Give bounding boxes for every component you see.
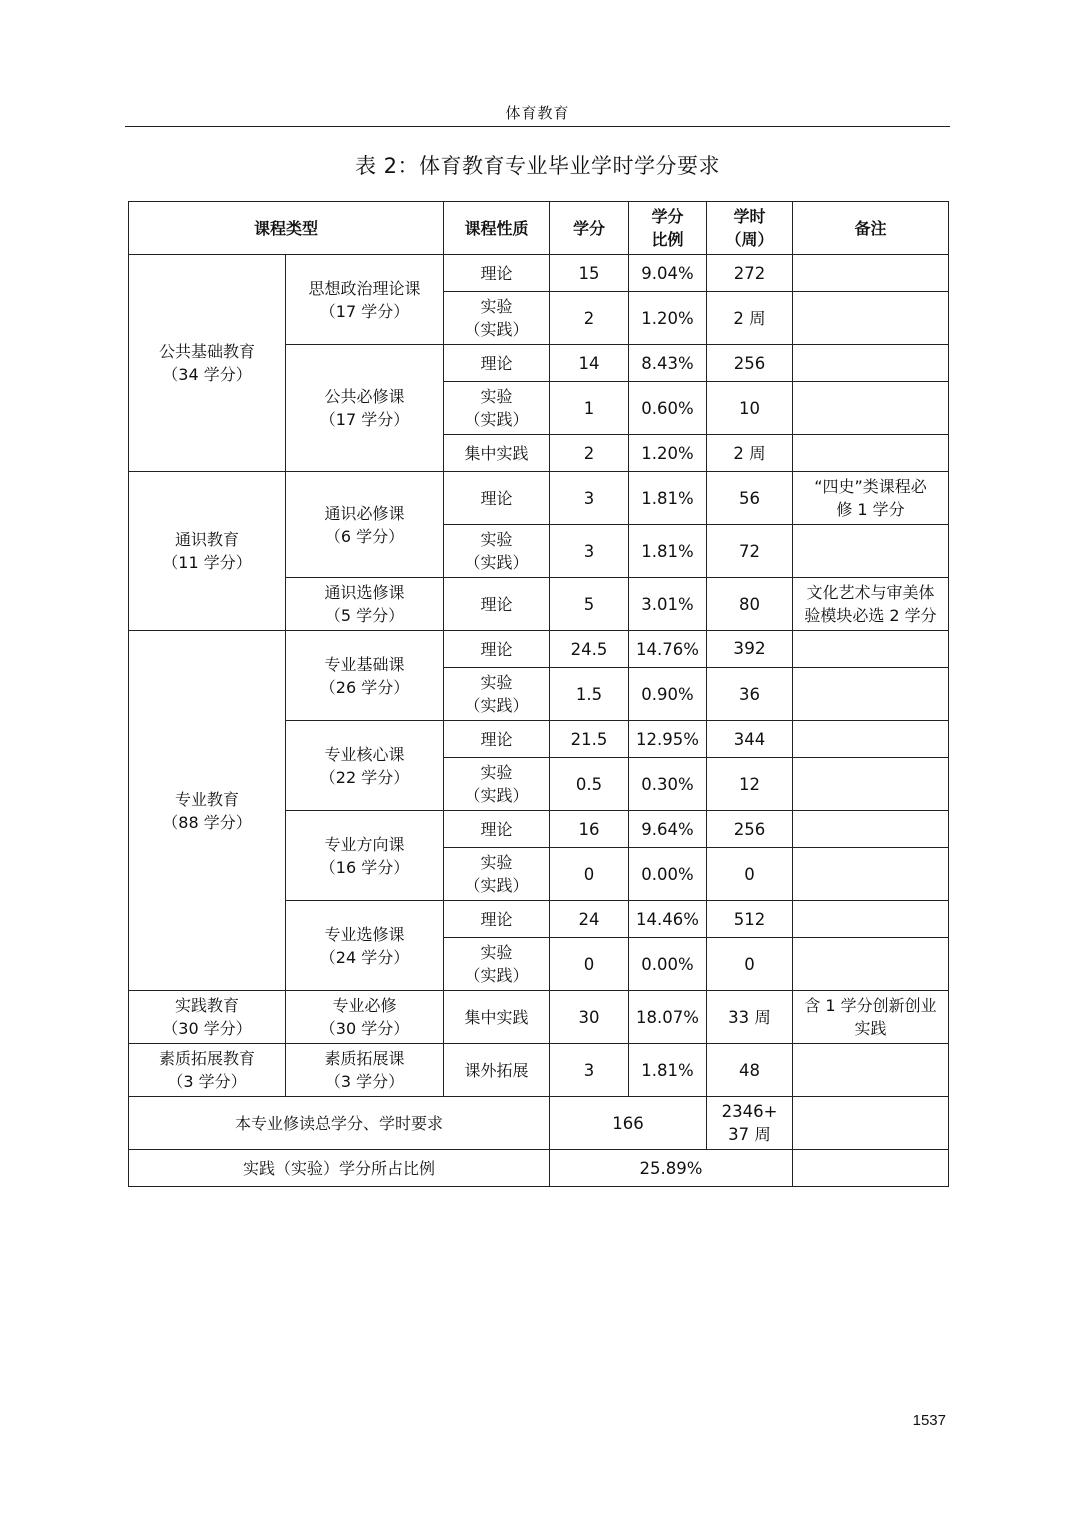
hours-cell: 33 周 [707, 991, 793, 1044]
nature-cell: 理论 [444, 811, 550, 848]
running-header: 体育教育 [125, 102, 950, 127]
note-cell [793, 758, 949, 811]
nature-cell: 理论 [444, 472, 550, 525]
nature-cell: 集中实践 [444, 991, 550, 1044]
total-credit: 166 [550, 1097, 707, 1150]
hours-cell: 80 [707, 578, 793, 631]
hours-cell: 36 [707, 668, 793, 721]
header-hours: 学时 （周） [707, 202, 793, 255]
nature-cell: 理论 [444, 578, 550, 631]
credit-cell: 0.5 [550, 758, 629, 811]
hours-cell: 0 [707, 848, 793, 901]
course-cell: 思想政治理论课 （17 学分） [286, 255, 444, 345]
header-course-type: 课程类型 [129, 202, 444, 255]
hours-cell: 2 周 [707, 435, 793, 472]
practice-ratio-label: 实践（实验）学分所占比例 [129, 1150, 550, 1187]
hours-cell: 10 [707, 382, 793, 435]
hours-cell: 72 [707, 525, 793, 578]
ratio-cell: 1.20% [629, 435, 707, 472]
note-cell [793, 668, 949, 721]
hours-cell: 12 [707, 758, 793, 811]
note-cell [793, 1044, 949, 1097]
ratio-cell: 1.20% [629, 292, 707, 345]
credit-cell: 5 [550, 578, 629, 631]
nature-cell: 理论 [444, 255, 550, 292]
header-credit: 学分 [550, 202, 629, 255]
course-cell: 专业必修 （30 学分） [286, 991, 444, 1044]
credit-cell: 3 [550, 1044, 629, 1097]
credit-cell: 21.5 [550, 721, 629, 758]
note-cell [793, 938, 949, 991]
group-cell: 实践教育 （30 学分） [129, 991, 286, 1044]
course-cell: 专业基础课 （26 学分） [286, 631, 444, 721]
nature-cell: 实验 （实践） [444, 525, 550, 578]
ratio-cell: 0.00% [629, 848, 707, 901]
table-header-row [129, 202, 949, 255]
nature-cell: 实验 （实践） [444, 848, 550, 901]
hours-cell: 0 [707, 938, 793, 991]
note-cell [793, 721, 949, 758]
group-cell: 专业教育 （88 学分） [129, 631, 286, 991]
note-cell [793, 848, 949, 901]
note-cell: 含 1 学分创新创业 实践 [793, 991, 949, 1044]
note-cell [793, 1097, 949, 1150]
table-row [129, 991, 949, 1044]
credit-cell: 15 [550, 255, 629, 292]
total-label: 本专业修读总学分、学时要求 [129, 1097, 550, 1150]
note-cell [793, 292, 949, 345]
header-credit-ratio: 学分 比例 [629, 202, 707, 255]
ratio-cell: 9.04% [629, 255, 707, 292]
group-cell: 公共基础教育 （34 学分） [129, 255, 286, 472]
ratio-cell: 18.07% [629, 991, 707, 1044]
table-row [129, 472, 949, 525]
nature-cell: 集中实践 [444, 435, 550, 472]
course-cell: 通识选修课 （5 学分） [286, 578, 444, 631]
note-cell [793, 345, 949, 382]
credit-cell: 2 [550, 292, 629, 345]
nature-cell: 实验 （实践） [444, 292, 550, 345]
nature-cell: 实验 （实践） [444, 938, 550, 991]
hours-cell: 48 [707, 1044, 793, 1097]
credit-cell: 3 [550, 472, 629, 525]
total-hours: 2346+ 37 周 [707, 1097, 793, 1150]
hours-cell: 256 [707, 345, 793, 382]
table-row [129, 1044, 949, 1097]
note-cell [793, 811, 949, 848]
ratio-cell: 3.01% [629, 578, 707, 631]
ratio-cell: 1.81% [629, 1044, 707, 1097]
ratio-cell: 9.64% [629, 811, 707, 848]
note-cell: 文化艺术与审美体 验模块必选 2 学分 [793, 578, 949, 631]
note-cell [793, 382, 949, 435]
header-note: 备注 [793, 202, 949, 255]
note-cell [793, 255, 949, 292]
ratio-cell: 1.81% [629, 525, 707, 578]
credit-cell: 3 [550, 525, 629, 578]
course-cell: 素质拓展课 （3 学分） [286, 1044, 444, 1097]
hours-cell: 272 [707, 255, 793, 292]
ratio-cell: 14.76% [629, 631, 707, 668]
nature-cell: 理论 [444, 721, 550, 758]
course-cell: 专业核心课 （22 学分） [286, 721, 444, 811]
credit-cell: 2 [550, 435, 629, 472]
total-row [129, 1097, 949, 1150]
ratio-cell: 14.46% [629, 901, 707, 938]
nature-cell: 实验 （实践） [444, 668, 550, 721]
hours-cell: 256 [707, 811, 793, 848]
note-cell [793, 525, 949, 578]
note-cell [793, 631, 949, 668]
credit-cell: 24.5 [550, 631, 629, 668]
nature-cell: 理论 [444, 901, 550, 938]
course-cell: 专业方向课 （16 学分） [286, 811, 444, 901]
credit-cell: 0 [550, 938, 629, 991]
group-cell: 素质拓展教育 （3 学分） [129, 1044, 286, 1097]
ratio-cell: 12.95% [629, 721, 707, 758]
ratio-cell: 0.90% [629, 668, 707, 721]
ratio-cell: 8.43% [629, 345, 707, 382]
nature-cell: 理论 [444, 631, 550, 668]
hours-cell: 512 [707, 901, 793, 938]
credit-cell: 24 [550, 901, 629, 938]
credit-cell: 16 [550, 811, 629, 848]
course-cell: 公共必修课 （17 学分） [286, 345, 444, 472]
hours-cell: 56 [707, 472, 793, 525]
hours-cell: 344 [707, 721, 793, 758]
ratio-cell: 0.00% [629, 938, 707, 991]
group-cell: 通识教育 （11 学分） [129, 472, 286, 631]
credit-cell: 0 [550, 848, 629, 901]
table-row [129, 631, 949, 668]
note-cell [793, 435, 949, 472]
practice-ratio-row [129, 1150, 949, 1187]
nature-cell: 实验 （实践） [444, 382, 550, 435]
note-cell [793, 901, 949, 938]
page-number: 1537 [912, 1412, 946, 1429]
header-course-nature: 课程性质 [444, 202, 550, 255]
hours-cell: 392 [707, 631, 793, 668]
ratio-cell: 1.81% [629, 472, 707, 525]
credit-cell: 1 [550, 382, 629, 435]
credit-cell: 30 [550, 991, 629, 1044]
credit-cell: 1.5 [550, 668, 629, 721]
table-row [129, 255, 949, 292]
credit-cell: 14 [550, 345, 629, 382]
nature-cell: 实验 （实践） [444, 758, 550, 811]
ratio-cell: 0.60% [629, 382, 707, 435]
practice-ratio-value: 25.89% [550, 1150, 793, 1187]
nature-cell: 理论 [444, 345, 550, 382]
course-cell: 通识必修课 （6 学分） [286, 472, 444, 578]
ratio-cell: 0.30% [629, 758, 707, 811]
course-cell: 专业选修课 （24 学分） [286, 901, 444, 991]
nature-cell: 课外拓展 [444, 1044, 550, 1097]
note-cell [793, 1150, 949, 1187]
note-cell: “四史”类课程必 修 1 学分 [793, 472, 949, 525]
table-title: 表 2：体育教育专业毕业学时学分要求 [354, 154, 721, 178]
credit-requirements-table [128, 201, 949, 1187]
hours-cell: 2 周 [707, 292, 793, 345]
